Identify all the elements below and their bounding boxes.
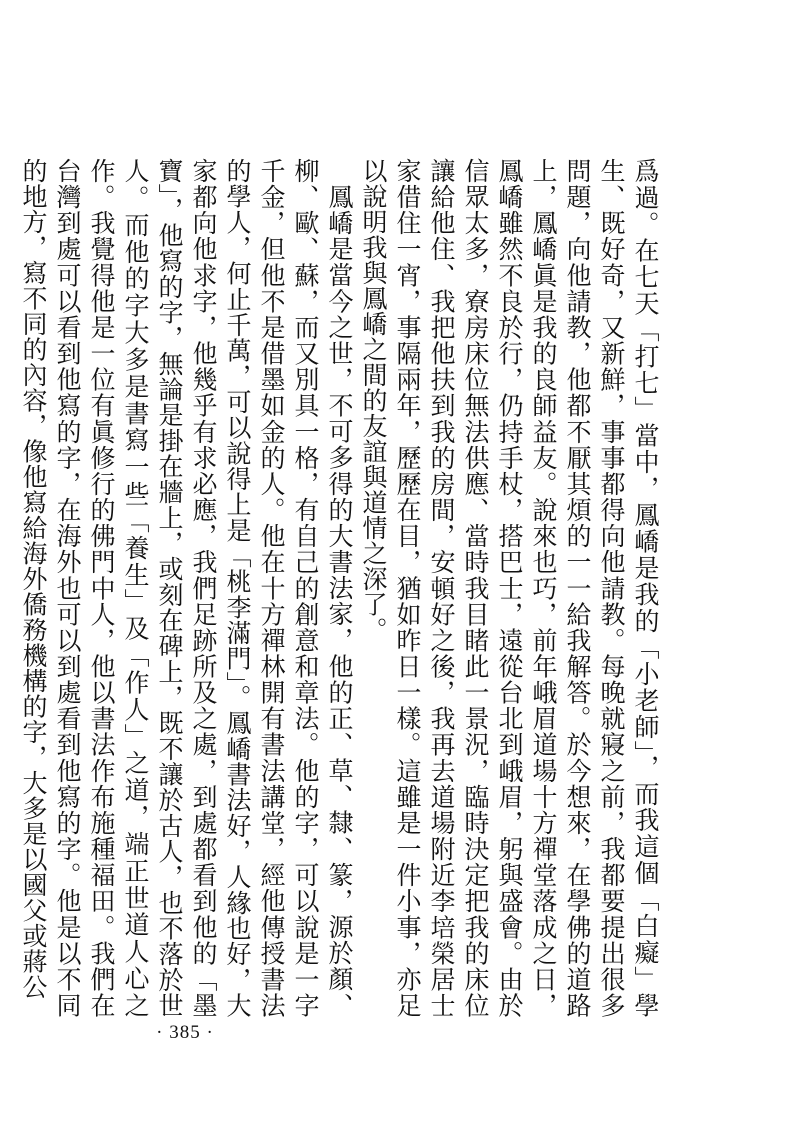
page-number: · 385 · <box>156 1022 214 1043</box>
body-text <box>16 158 662 1018</box>
paragraph: 鳳嶠是當今之世，不可多得的大書法家，他的正、草、隸、篆，源於顏、柳、歐、蘇，而又別具一格，有自己的創意和章法。他的字，可以說是一字千金，但他不是借墨如金的人。他在十方禪林開有書法講堂，經他傳授書法的學人，何止千萬，可以說得上是「桃李滿門」。鳳嶠書法好，人緣也好，大家都向他求字，他幾乎有求必應，我們足跡所及之處，到處都看到他的「墨寶」，他寫的字，無論是掛在牆上，或刻在碑上，既不讓於古人，也不落於世人。而他的字大多是書寫一些「養生」及「作人」之道，端正世道人心之作。我覺得他是一位有眞修行的佛門中人，他以書法作布施種福田。我們在台灣到處可以看到他寫的字，在海外也可以到處看到他寫的字。他是以不同的地方，寫不同的內容，像他寫給海外僑務機構的字，大多是以國父或蔣公 <box>19 158 354 1018</box>
paragraph: 爲過。在七天「打七」當中，鳳嶠是我的「小老師」，而我這個「白癡」學生、既好奇，又新鮮，事事都得向他請教。每晚就寢之前，我都要提出很多問題，向他請教，他都不厭其煩的一一給我解答。於今想來，在學佛的道路上，鳳嶠眞是我的良師益友。說來也巧，前年峨眉道場十方禪堂落成之日，鳳嶠雖然不良於行，仍持手杖，搭巴士，遠從台北到峨眉，躬與盛會。由於信眾太多，寮房床位無法供應、當時我目睹此一景況，臨時決定把我的床位讓給他住、我把他扶到我的房間，安頓好之後，我再去道場附近李培榮居士家借住一宵，事隔兩年，歷歷在目，猶如昨日一樣。這雖是一件小事，亦足以說明我與鳳嶠之間的友誼與道情之深了。 <box>359 158 660 1018</box>
